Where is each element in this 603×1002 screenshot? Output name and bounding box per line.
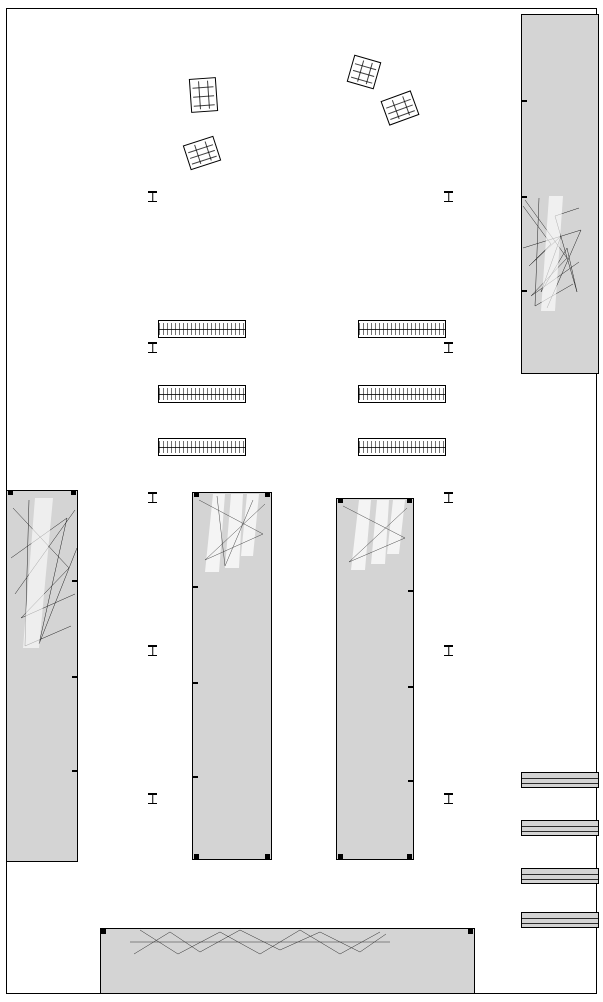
shelf-1: [521, 772, 599, 788]
shelf-4: [521, 912, 599, 928]
bench-left-1: [158, 320, 246, 338]
corner-mark: [338, 854, 343, 859]
bench-left-2: [158, 385, 246, 403]
stool-6: [444, 492, 453, 503]
wall-tick: [192, 586, 198, 588]
wall-tick: [192, 682, 198, 684]
wall-tick: [72, 770, 78, 772]
wall-tick: [408, 686, 414, 688]
room-upper-right: [521, 14, 599, 374]
planting-right: [339, 500, 411, 572]
stool-1: [148, 191, 157, 202]
planting-left: [9, 498, 79, 648]
wall-tick: [521, 100, 527, 102]
shelf-3: [521, 868, 599, 884]
stool-10: [444, 793, 453, 804]
corner-mark: [8, 490, 13, 495]
stool-3: [148, 342, 157, 353]
table-top-left: [189, 77, 218, 113]
corner-mark: [468, 929, 473, 934]
corner-mark: [194, 854, 199, 859]
stool-8: [444, 645, 453, 656]
stool-4: [444, 342, 453, 353]
planting-center: [195, 494, 269, 572]
building-outline: [6, 8, 597, 994]
wall-tick: [192, 776, 198, 778]
bench-right-2: [358, 385, 446, 403]
planting-upper-right: [521, 196, 583, 311]
corner-mark: [101, 929, 106, 934]
planting-bottom: [130, 926, 390, 958]
stool-7: [148, 645, 157, 656]
bench-right-3: [358, 438, 446, 456]
shelf-2: [521, 820, 599, 836]
corner-mark: [407, 854, 412, 859]
wall-tick: [408, 780, 414, 782]
wall-tick: [72, 676, 78, 678]
corner-mark: [265, 854, 270, 859]
corner-mark: [71, 490, 76, 495]
bench-left-3: [158, 438, 246, 456]
stool-5: [148, 492, 157, 503]
stool-2: [444, 191, 453, 202]
bench-right-1: [358, 320, 446, 338]
stool-9: [148, 793, 157, 804]
wall-tick: [408, 590, 414, 592]
